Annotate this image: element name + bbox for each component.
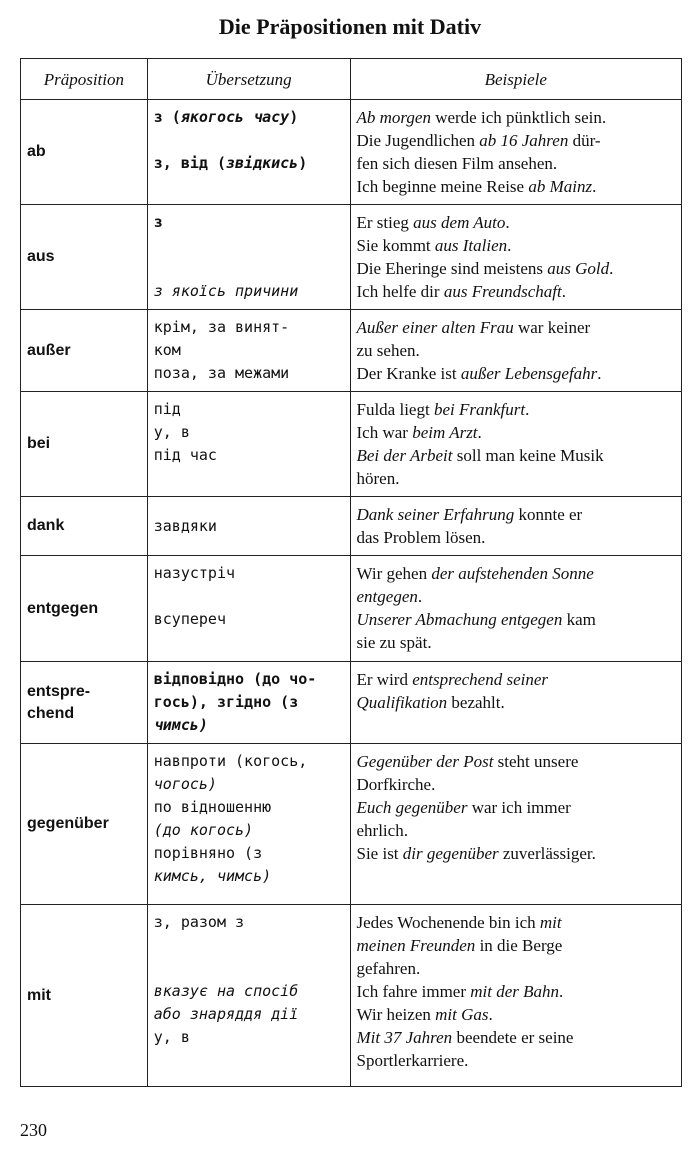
example-italic: beim Arzt	[412, 423, 478, 442]
page-title: Die Präpositionen mit Dativ	[218, 14, 482, 39]
translation-line: чимсь)	[153, 716, 208, 734]
example-text: .	[525, 400, 530, 419]
translation-line: ком	[153, 341, 181, 359]
example-text: .	[592, 177, 597, 196]
translation-cell	[147, 556, 350, 662]
translation-line: під	[153, 400, 181, 418]
translation-line: (до когось)	[153, 821, 254, 839]
table-row	[21, 497, 682, 556]
example-text: Ich war	[356, 423, 413, 442]
example-italic: aus Freundschaft	[443, 282, 562, 301]
example-text: kam	[562, 610, 596, 629]
example-italic: Mit 37 Jahren	[356, 1028, 453, 1047]
example-text: Ich fahre immer	[356, 982, 471, 1001]
translation-line: під час	[153, 446, 217, 464]
example-text: .	[597, 364, 602, 383]
examples-cell	[350, 392, 682, 497]
example-italic: mit	[539, 913, 562, 932]
example-text: sie zu spät.	[356, 633, 432, 652]
example-text: war ich immer	[467, 798, 571, 817]
dative-prepositions-table	[20, 58, 682, 1087]
table-row	[21, 392, 682, 497]
example-italic: Bei der Arbeit	[356, 446, 453, 465]
example-text: .	[505, 213, 510, 232]
translation-cell	[147, 392, 350, 497]
translation-cell	[147, 310, 350, 392]
example-text: zuverlässiger.	[498, 844, 596, 863]
example-text: fen sich diesen Film ansehen.	[356, 154, 558, 173]
example-text: das Problem lösen.	[356, 528, 486, 547]
examples-cell	[350, 905, 682, 1087]
translation-line: гось), згідно (з	[153, 693, 299, 711]
example-text: Er wird	[356, 670, 413, 689]
header-preposition: Präposition	[21, 59, 148, 100]
example-italic: ab Mainz	[528, 177, 593, 196]
table-header-row	[21, 59, 682, 100]
preposition-cell: gegenüber	[21, 744, 148, 905]
example-text: gefahren.	[356, 959, 421, 978]
preposition-line: entspre-	[27, 682, 91, 700]
header-translation: Übersetzung	[147, 59, 350, 100]
example-text: .	[477, 423, 482, 442]
translation-line: назустріч	[153, 564, 236, 582]
preposition-cell: aus	[21, 205, 148, 310]
example-text: bezahlt.	[447, 693, 505, 712]
table-row	[21, 205, 682, 310]
example-italic: aus dem Auto	[413, 213, 506, 232]
example-text: .	[561, 282, 566, 301]
table-row	[21, 556, 682, 662]
translation-line: навпроти (когось,	[153, 752, 308, 770]
example-text: Fulda liegt	[356, 400, 434, 419]
translation-cell	[147, 497, 350, 556]
example-italic: Dank seiner Erfahrung	[356, 505, 515, 524]
example-text: Dorfkirche.	[356, 775, 436, 794]
example-italic: außer Lebensgefahr	[460, 364, 598, 383]
example-text: Ich beginne meine Reise	[356, 177, 529, 196]
preposition-cell: bei	[21, 392, 148, 497]
example-italic: Gegenüber der Post	[356, 752, 494, 771]
example-text: beendete er seine	[452, 1028, 574, 1047]
example-text: werde ich pünktlich sein.	[430, 108, 607, 127]
translation-line: з	[153, 213, 163, 231]
example-text: war keiner	[513, 318, 591, 337]
example-text: hören.	[356, 469, 400, 488]
example-text: Jedes Wochenende bin ich	[356, 913, 540, 932]
translation-line: з, від (звідкись)	[153, 154, 308, 172]
example-text: Sie kommt	[356, 236, 435, 255]
translation-line: або знаряддя дії	[153, 1005, 299, 1023]
translation-cell	[147, 205, 350, 310]
example-text: Wir heizen	[356, 1005, 436, 1024]
example-text: zu sehen.	[356, 341, 420, 360]
preposition-cell	[21, 662, 148, 744]
example-text: .	[488, 1005, 493, 1024]
examples-cell	[350, 205, 682, 310]
example-text: .	[609, 259, 614, 278]
translation-line: чогось)	[153, 775, 217, 793]
example-italic: aus Gold	[547, 259, 610, 278]
translation-line: у, в	[153, 1028, 190, 1046]
example-text: dür-	[568, 131, 601, 150]
translation-line: порівняно (з	[153, 844, 263, 862]
example-text: Sie ist	[356, 844, 403, 863]
example-text: Die Jugendlichen	[356, 131, 480, 150]
translation-line: кимсь, чимсь)	[153, 867, 272, 885]
preposition-cell: außer	[21, 310, 148, 392]
translation-line: всупереч	[153, 610, 226, 628]
example-text: soll man keine Musik	[452, 446, 604, 465]
translation-line: з (якогось часу)	[153, 108, 299, 126]
translation-line: вказує на спосіб	[153, 982, 299, 1000]
examples-cell	[350, 662, 682, 744]
preposition-cell: ab	[21, 100, 148, 205]
translation-line: з якоїсь причини	[153, 282, 299, 300]
translation-line: відповідно (до чо-	[153, 670, 317, 688]
example-text: steht unsere	[493, 752, 579, 771]
example-text: Sportlerkarriere.	[356, 1051, 469, 1070]
translation-line: крім, за винят-	[153, 318, 290, 336]
preposition-cell: entgegen	[21, 556, 148, 662]
example-text: .	[559, 982, 564, 1001]
translation-cell	[147, 662, 350, 744]
translation-cell	[147, 100, 350, 205]
examples-cell	[350, 744, 682, 905]
table-row	[21, 744, 682, 905]
example-italic: Euch gegenüber	[356, 798, 468, 817]
example-italic: mit der Bahn	[470, 982, 560, 1001]
example-italic: bei Frankfurt	[433, 400, 526, 419]
example-italic: Ab morgen	[356, 108, 431, 127]
preposition-cell: dank	[21, 497, 148, 556]
translation-cell	[147, 744, 350, 905]
example-italic: Qualifikation	[356, 693, 448, 712]
example-text: .	[417, 587, 423, 606]
example-italic: ab 16 Jahren	[479, 131, 569, 150]
example-text: Der Kranke ist	[356, 364, 461, 383]
example-text: ehrlich.	[356, 821, 408, 840]
example-text: Die Eheringe sind meistens	[356, 259, 548, 278]
example-text: Ich helfe dir	[356, 282, 444, 301]
translation-line: по відношенню	[153, 798, 272, 816]
table-row	[21, 100, 682, 205]
example-italic: entsprechend seiner	[412, 670, 549, 689]
example-italic: entgegen	[356, 587, 418, 606]
table-row	[21, 310, 682, 392]
translation-line: з, разом з	[153, 913, 245, 931]
example-italic: dir gegenüber	[402, 844, 499, 863]
example-italic: mit Gas	[435, 1005, 489, 1024]
translation-line: поза, за межами	[153, 364, 290, 382]
example-text: in die Berge	[475, 936, 563, 955]
example-text: konnte er	[514, 505, 583, 524]
example-text: .	[507, 236, 512, 255]
example-italic: der aufstehenden Sonne	[431, 564, 594, 583]
examples-cell	[350, 310, 682, 392]
example-text: Er stieg	[356, 213, 414, 232]
translation-line: завдяки	[153, 516, 217, 535]
example-italic: Außer einer alten Frau	[356, 318, 514, 337]
examples-cell	[350, 100, 682, 205]
example-text: Wir gehen	[356, 564, 432, 583]
preposition-cell: mit	[21, 905, 148, 1087]
table-row	[21, 662, 682, 744]
translation-text: якогось часу	[180, 108, 290, 126]
preposition-line: chend	[27, 704, 75, 722]
example-italic: meinen Freunden	[356, 936, 476, 955]
page-number: 230	[20, 1120, 47, 1140]
examples-cell	[350, 556, 682, 662]
example-italic: aus Italien	[434, 236, 508, 255]
translation-cell	[147, 905, 350, 1087]
table-row	[21, 905, 682, 1087]
translation-line: у, в	[153, 423, 190, 441]
example-italic: Unserer Abmachung entgegen	[356, 610, 563, 629]
header-examples: Beispiele	[350, 59, 682, 100]
examples-cell	[350, 497, 682, 556]
